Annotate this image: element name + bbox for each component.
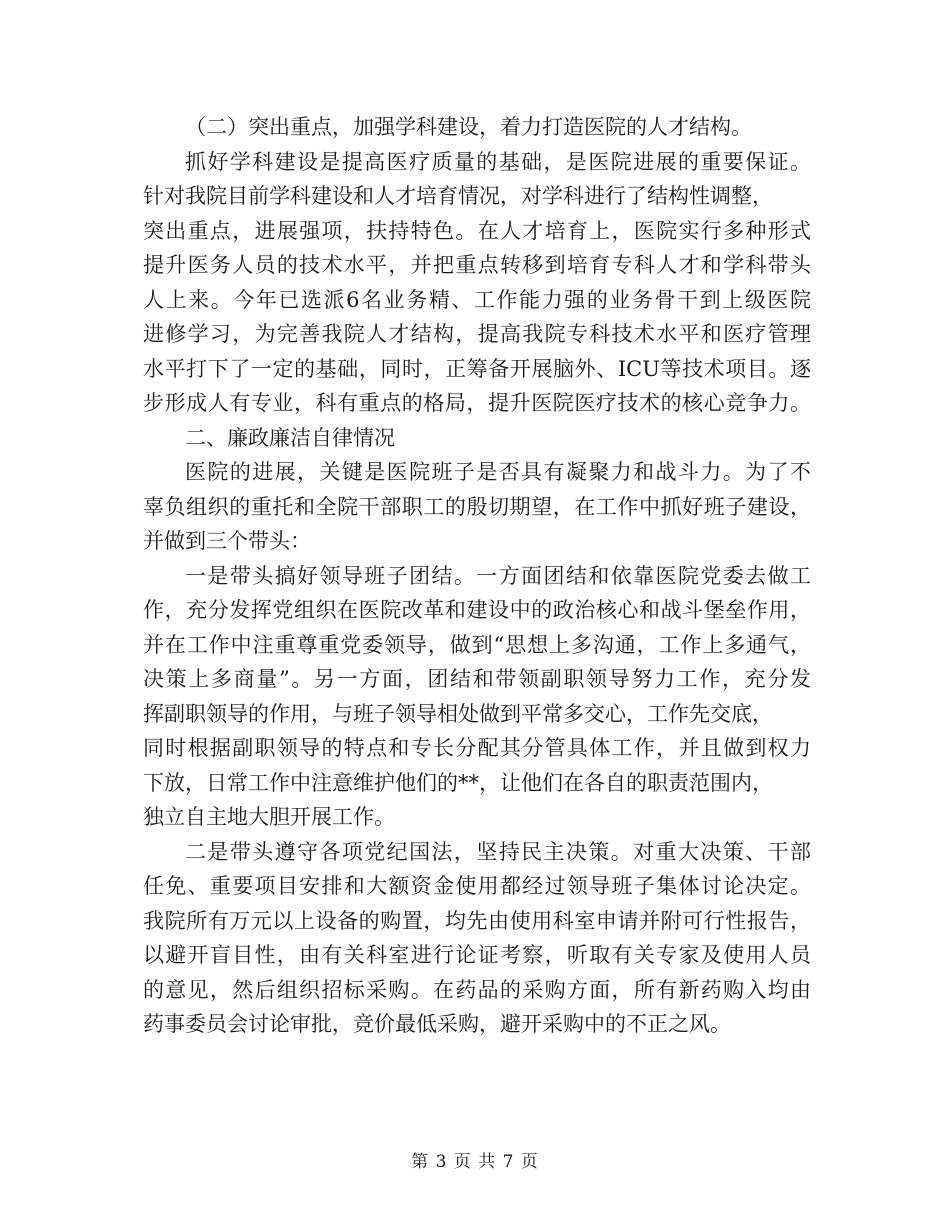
text-line: 决策上多商量”。另一方面，团结和带领副职领导努力工作，充分发 <box>143 667 811 691</box>
text-line: 挥副职领导的作用，与班子领导相处做到平常多交心，工作先交底， <box>143 701 773 726</box>
text-line: （二）突出重点，加强学科建设，着力打造医院的人才结构。 <box>185 115 752 139</box>
text-line: 同时根据副职领导的特点和专长分配其分管具体工作，并且做到权力 <box>143 736 811 760</box>
text-line: 一是带头搞好领导班子团结。一方面团结和依靠医院党委去做工 <box>185 563 811 588</box>
text-line: 步形成人有专业，科有重点的格局，提升医院医疗技术的核心竞争力。 <box>143 391 811 415</box>
text-line: 任免、重要项目安排和大额资金使用都经过领导班子集体讨论决定。 <box>143 874 811 898</box>
text-line: 进修学习，为完善我院人才结构，提高我院专科技术水平和医疗管理 <box>143 322 811 346</box>
text-line: 独立自主地大胆开展工作。 <box>143 805 395 829</box>
text-line: 的意见，然后组织招标采购。在药品的采购方面，所有新药购入均由 <box>143 977 811 1002</box>
text-line: 提升医务人员的技术水平，并把重点转移到培育专科人才和学科带头 <box>143 253 811 277</box>
page-footer: 第 3 页 共 7 页 <box>411 1152 539 1172</box>
text-line: 以避开盲目性，由有关科室进行论证考察，听取有关专家及使用人员 <box>143 943 811 967</box>
text-line: 作，充分发挥党组织在医院改革和建设中的政治核心和战斗堡垒作用， <box>143 598 811 622</box>
text-line: 辜负组织的重托和全院干部职工的殷切期望，在工作中抓好班子建设， <box>143 494 811 519</box>
text-line: 针对我院目前学科建设和人才培育情况，对学科进行了结构性调整， <box>143 184 773 208</box>
text-line: 并在工作中注重尊重党委领导，做到“思想上多沟通，工作上多通气， <box>143 632 811 657</box>
document-body <box>143 110 811 1042</box>
text-line: 二是带头遵守各项党纪国法，坚持民主决策。对重大决策、干部 <box>185 839 811 864</box>
text-line: 人上来。今年已选派6名业务精、工作能力强的业务骨干到上级医院 <box>143 287 811 312</box>
text-line: 下放，日常工作中注意维护他们的**，让他们在各自的职责范围内， <box>143 770 773 795</box>
text-line: 我院所有万元以上设备的购置，均先由使用科室申请并附可行性报告， <box>143 908 811 933</box>
text-line: 抓好学科建设是提高医疗质量的基础，是医院进展的重要保证。 <box>185 149 811 174</box>
text-line: 药事委员会讨论审批，竞价最低采购，避开采购中的不正之风。 <box>143 1012 731 1036</box>
text-line: 医院的进展，关键是医院班子是否具有凝聚力和战斗力。为了不 <box>185 460 811 484</box>
text-line: 二、廉政廉洁自律情况 <box>185 425 395 450</box>
text-line: 水平打下了一定的基础，同时，正筹备开展脑外、ICU等技术项目。逐 <box>143 356 811 381</box>
text-line: 并做到三个带头： <box>143 529 311 553</box>
text-line: 突出重点，进展强项，扶持特色。在人才培育上，医院实行多种形式 <box>143 218 811 243</box>
